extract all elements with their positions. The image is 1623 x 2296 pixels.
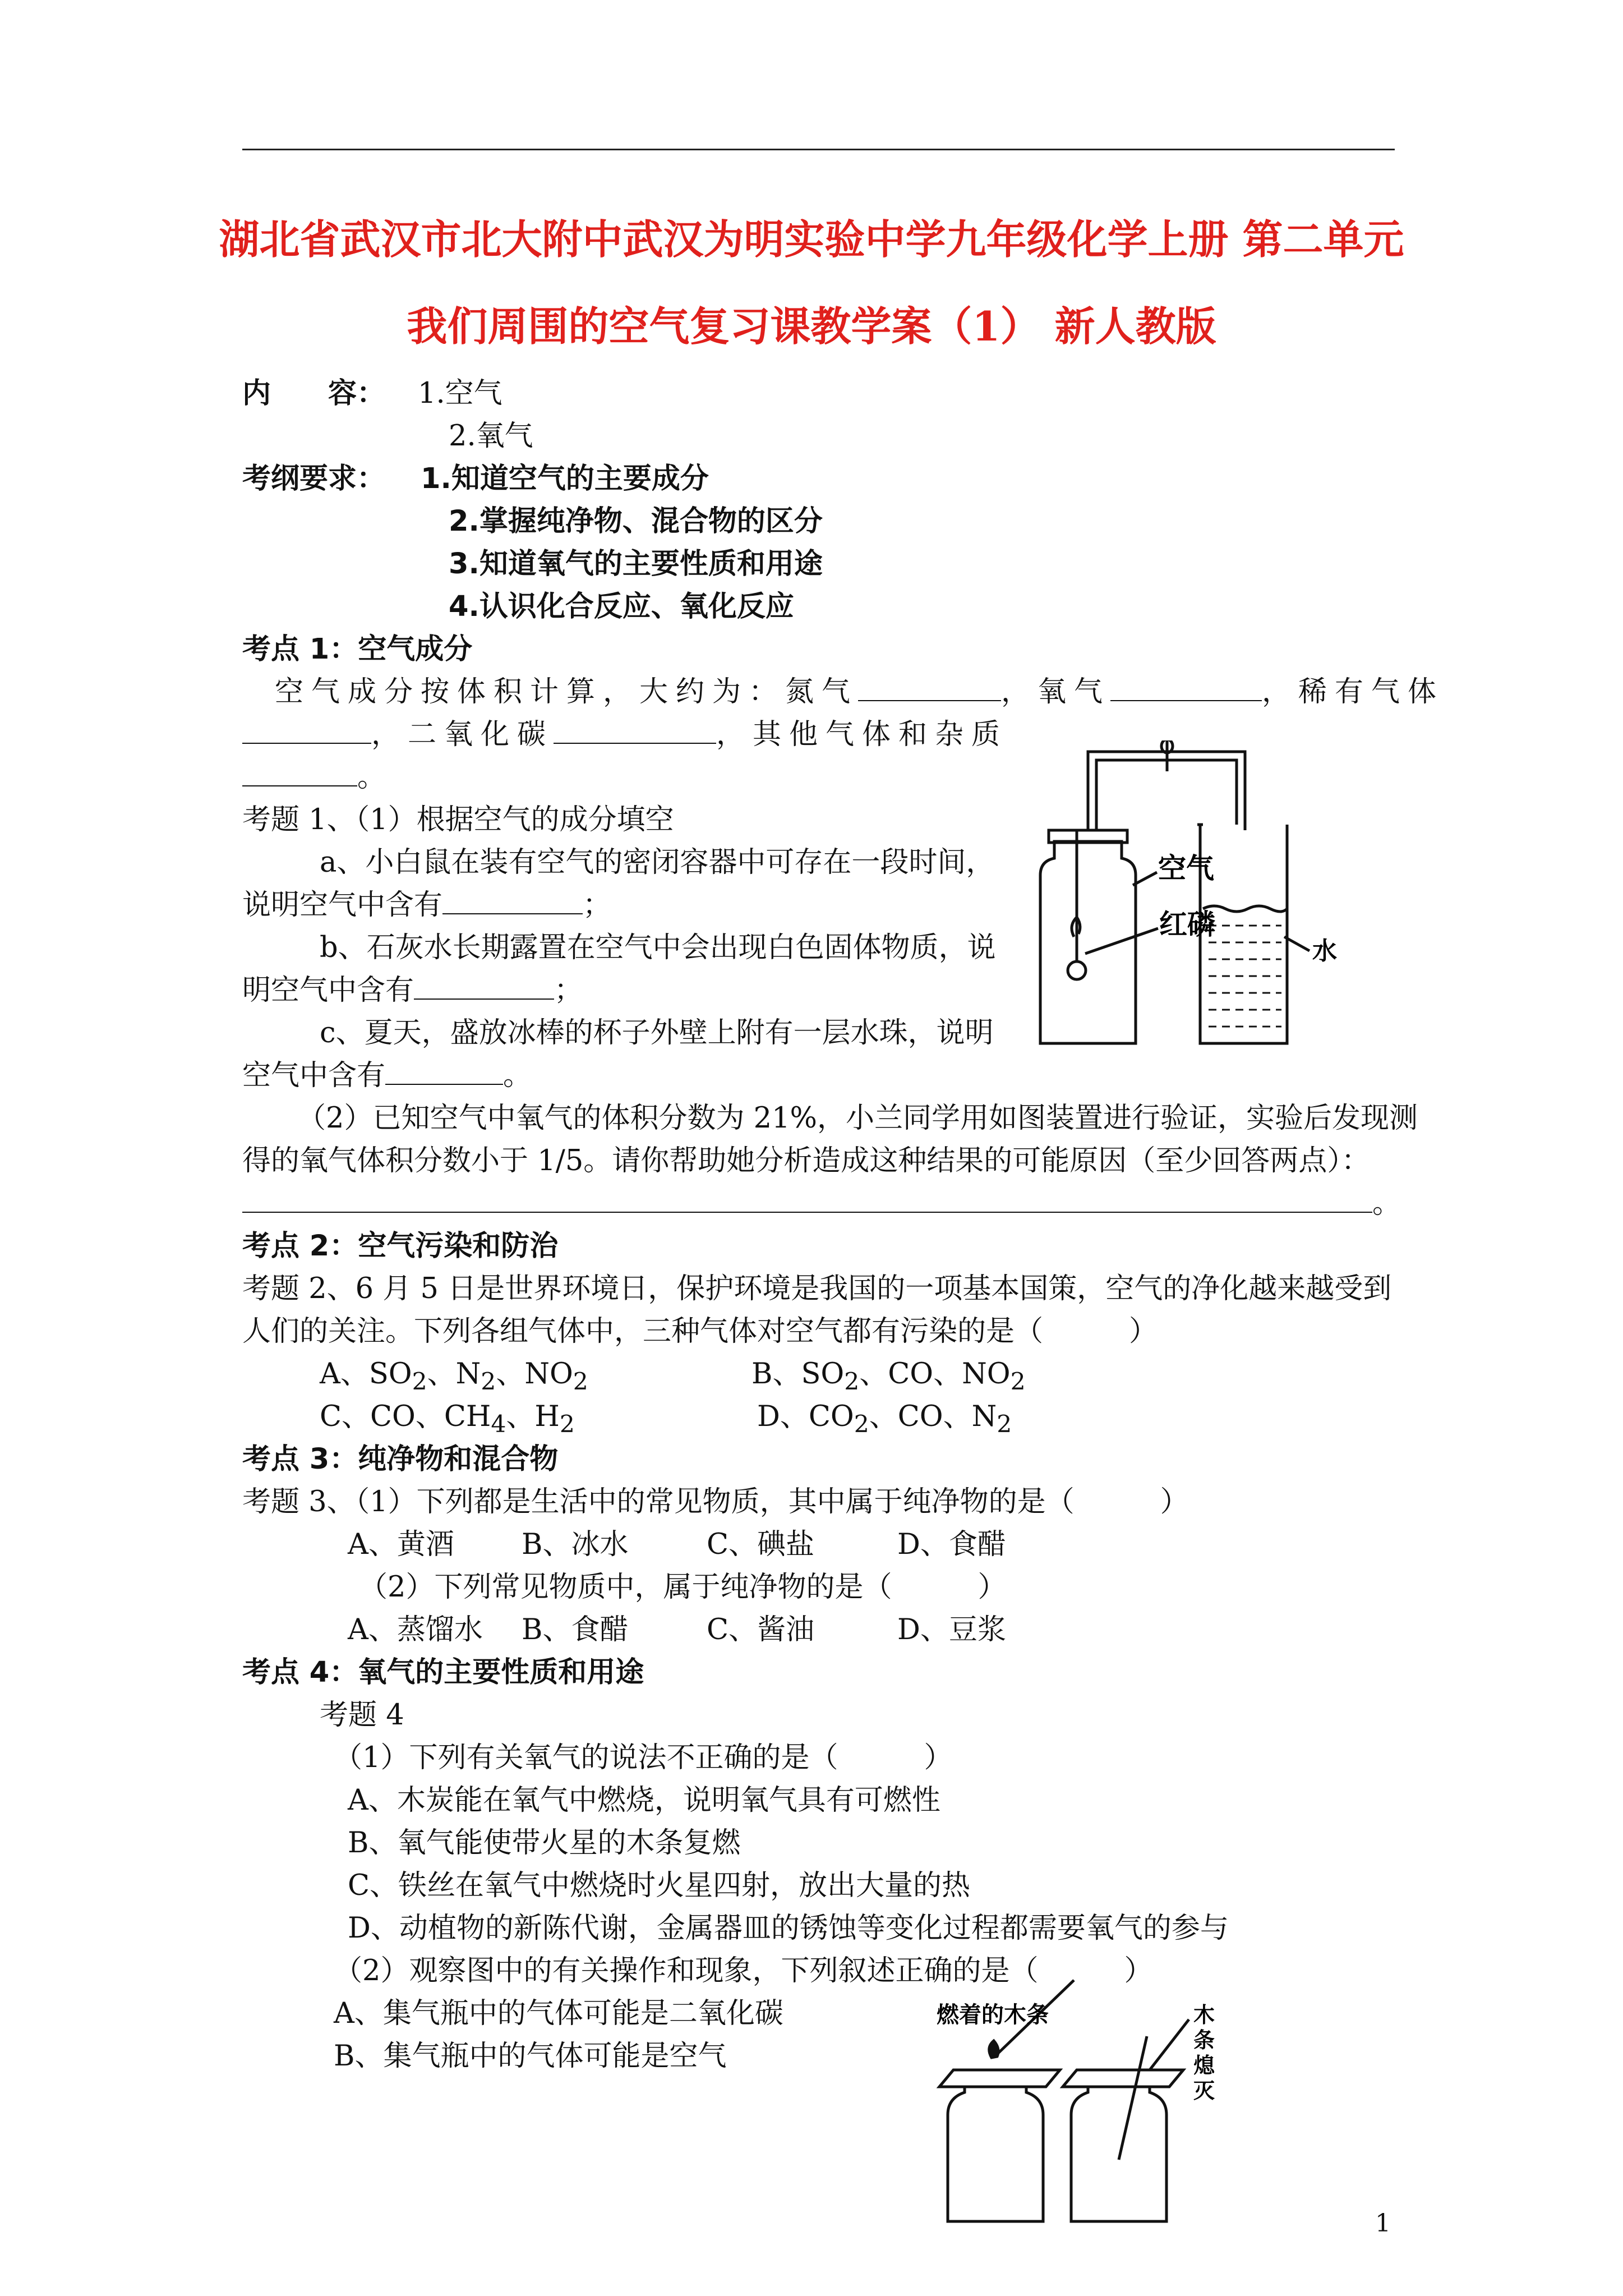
content-item-2: 2.氧气 <box>449 420 533 453</box>
requirements-label: 考纲要求： <box>242 462 386 495</box>
sub: 2 <box>997 1411 1012 1439</box>
q1a-end: ； <box>583 889 612 922</box>
point4-heading: 考点 4：氧气的主要性质和用途 <box>242 1656 644 1689</box>
intro-end: 。 <box>357 761 386 794</box>
blank-q1b[interactable] <box>414 973 554 1000</box>
header-rule <box>242 149 1395 150</box>
option-2d[interactable] <box>757 1399 1012 1443</box>
q-env-line2: 人们的关注。下列各组气体中，三种气体对空气都有污染的是（ ） <box>242 1315 1158 1348</box>
sub: 2 <box>844 1368 860 1396</box>
option-4-2b[interactable]: B、集气瓶中的气体可能是空气 <box>334 2040 727 2073</box>
q2-line2: 得的氧气体积分数小于 1/5。请你帮助她分析造成这种结果的可能原因（至少回答两点）： <box>242 1144 1370 1177</box>
sub: 2 <box>854 1411 869 1439</box>
sub: 2 <box>559 1411 575 1439</box>
option-3-1d[interactable]: D、食醋 <box>897 1528 1006 1561</box>
q1b-text: 明空气中含有 <box>242 974 414 1007</box>
q1b-line2 <box>242 973 583 1009</box>
q4-1: （1）下列有关氧气的说法不正确的是（ ） <box>334 1741 953 1774</box>
intro-co2: ，二氧化碳 <box>371 718 554 751</box>
requirement-3: 3.知道氧气的主要性质和用途 <box>449 547 823 581</box>
option-2a[interactable] <box>320 1356 588 1400</box>
blank-co2[interactable] <box>554 717 716 744</box>
blank-others[interactable] <box>242 760 357 786</box>
sub: 2 <box>481 1368 496 1396</box>
q4-label: 考题 4 <box>320 1699 404 1732</box>
opt: 、N <box>427 1358 481 1391</box>
q1b-end: ； <box>554 974 583 1007</box>
q1c-text: 空气中含有 <box>242 1059 386 1092</box>
option-4-2a[interactable]: A、集气瓶中的气体可能是二氧化碳 <box>334 1997 783 2030</box>
point1-intro-line2 <box>242 717 1008 753</box>
label-air: 空气 <box>1158 852 1214 885</box>
requirement-1: 1.知道空气的主要成分 <box>421 462 709 495</box>
q4-2: （2）观察图中的有关操作和现象，下列叙述正确的是（ ） <box>334 1954 1153 1987</box>
label-extinguished-1: 木 <box>1193 2003 1215 2027</box>
q1a-line2 <box>242 887 611 923</box>
option-3-2a[interactable]: A、蒸馏水 <box>348 1613 483 1646</box>
blank-nitrogen[interactable] <box>858 674 1001 701</box>
label-extinguished-4: 灭 <box>1193 2078 1215 2103</box>
label-burning-stick: 燃着的木条 <box>937 2002 1049 2028</box>
option-3-2c[interactable]: C、酱油 <box>707 1613 815 1646</box>
label-water: 水 <box>1312 937 1337 965</box>
blank-noble-gas[interactable] <box>242 717 371 744</box>
q1c-line2 <box>242 1058 532 1094</box>
opt: A、SO <box>320 1358 412 1391</box>
option-3-2d[interactable]: D、豆浆 <box>897 1613 1006 1646</box>
q-env-line1: 考题 2、6 月 5 日是世界环境日，保护环境是我国的一项基本国策，空气的净化越来越受到 <box>242 1272 1392 1305</box>
q3-2: （2）下列常见物质中，属于纯净物的是（ ） <box>359 1571 1007 1604</box>
option-3-1c[interactable]: C、碘盐 <box>707 1528 815 1561</box>
sub: 4 <box>491 1411 506 1439</box>
point2-heading: 考点 2：空气污染和防治 <box>242 1230 559 1263</box>
sub: 2 <box>573 1368 588 1396</box>
option-4-1b[interactable]: B、氧气能使带火星的木条复燃 <box>348 1826 741 1860</box>
q1-title: 考题 1、（1）根据空气的成分填空 <box>242 803 674 836</box>
opt: D、CO <box>757 1400 854 1433</box>
opt: C、CO、CH <box>320 1400 491 1433</box>
label-extinguished-3: 熄 <box>1193 2053 1215 2078</box>
q2-end: 。 <box>1372 1187 1401 1220</box>
opt: 、H <box>506 1400 560 1433</box>
label-extinguished-2: 条 <box>1193 2028 1215 2053</box>
q1b-line1: b、石灰水长期露置在空气中会出现白色固体物质，说 <box>320 931 996 964</box>
blank-q1c[interactable] <box>385 1058 503 1085</box>
q1a-text: 说明空气中含有 <box>242 889 443 922</box>
option-4-1a[interactable]: A、木炭能在氧气中燃烧，说明氧气具有可燃性 <box>348 1784 940 1817</box>
q2-line1: （2）已知空气中氧气的体积分数为 21%，小兰同学用如图装置进行验证，实验后发现测 <box>297 1102 1418 1135</box>
requirement-4: 4.认识化合反应、氧化反应 <box>449 590 794 623</box>
q1a-line1: a、小白鼠在装有空气的密闭容器中可存在一段时间， <box>320 846 995 879</box>
point1-heading: 考点 1：空气成分 <box>242 633 473 666</box>
blank-q1a[interactable] <box>442 887 583 914</box>
q1c-line1: c、夏天，盛放冰棒的杯子外壁上附有一层水珠，说明 <box>320 1016 994 1050</box>
option-3-2b[interactable]: B、食醋 <box>522 1613 629 1646</box>
blank-q2-reasons[interactable] <box>242 1186 1372 1213</box>
page-number: 1 <box>1375 2209 1391 2238</box>
gas-jar-figure <box>925 1958 1239 2227</box>
content-label: 内 容： <box>242 377 386 410</box>
option-3-1b[interactable]: B、冰水 <box>522 1528 629 1561</box>
requirement-2: 2.掌握纯净物、混合物的区分 <box>449 505 823 538</box>
opt: 、CO、NO <box>859 1358 1011 1391</box>
title-line-1: 湖北省武汉市北大附中武汉为明实验中学九年级化学上册 第二单元 <box>219 215 1404 263</box>
opt: 、NO <box>496 1358 573 1391</box>
q3-1: 考题 3、（1）下列都是生活中的常见物质，其中属于纯净物的是（ ） <box>242 1485 1189 1519</box>
option-4-1d[interactable]: D、动植物的新陈代谢，金属器皿的锈蚀等变化过程都需要氧气的参与 <box>348 1912 1229 1945</box>
red-phosphorus-apparatus-figure <box>1007 740 1399 1055</box>
option-3-1a[interactable]: A、黄酒 <box>348 1528 454 1561</box>
option-4-1c[interactable]: C、铁丝在氧气中燃烧时火星四射，放出大量的热 <box>348 1869 971 1902</box>
opt: B、SO <box>751 1358 845 1391</box>
content-item-1: 1.空气 <box>418 377 502 410</box>
q1c-end: 。 <box>503 1059 532 1092</box>
opt: 、CO、N <box>869 1400 997 1433</box>
point1-intro-line3 <box>242 760 386 795</box>
sub: 2 <box>1010 1368 1026 1396</box>
q2-line3 <box>242 1186 1401 1222</box>
title-line-2: 我们周围的空气复习课教学案（1） 新人教版 <box>407 302 1216 350</box>
label-red-phosphorus: 红磷 <box>1159 908 1215 941</box>
intro-nitrogen: 空气成分按体积计算，大约为：氮气 <box>275 675 859 708</box>
intro-others: ，其他气体和杂质 <box>716 718 1008 751</box>
point1-intro-line1 <box>275 674 1444 710</box>
sub: 2 <box>412 1368 427 1396</box>
blank-oxygen[interactable] <box>1110 674 1262 701</box>
option-2b[interactable] <box>751 1356 1026 1400</box>
intro-noble-gas: ，稀有气体 <box>1262 675 1445 708</box>
option-2c[interactable] <box>320 1399 575 1443</box>
point3-heading: 考点 3：纯净物和混合物 <box>242 1443 559 1476</box>
intro-oxygen: ，氧气 <box>1001 675 1111 708</box>
